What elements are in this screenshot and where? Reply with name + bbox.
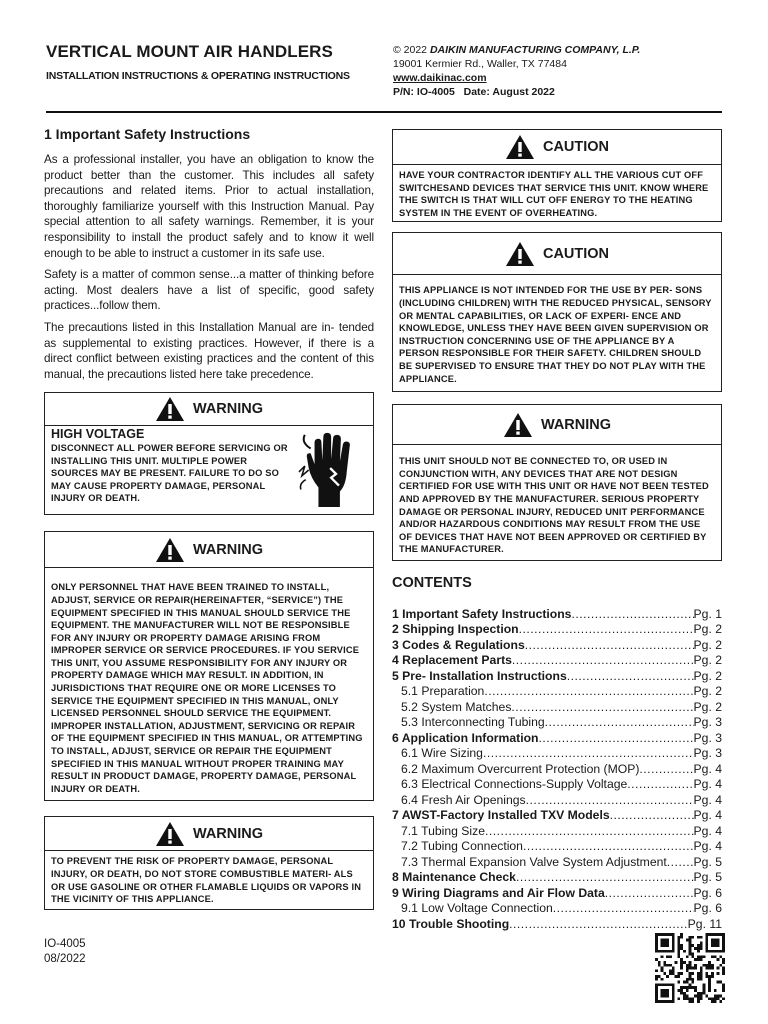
toc-entry-label: 9 Wiring Diagrams and Air Flow Data [392, 885, 605, 900]
toc-entry-page: Pg. 4 [693, 808, 722, 823]
warning-header [45, 393, 373, 426]
toc-entry-page: Pg. 2 [693, 622, 722, 637]
toc-entry[interactable] [392, 731, 722, 747]
toc-entry-label: 6.4 Fresh Air Openings [401, 792, 526, 807]
toc-leader-dots [511, 700, 693, 716]
toc-entry-page: Pg. 4 [693, 792, 722, 807]
section-title-safety: 1 Important Safety Instructions [44, 126, 251, 142]
toc-entry-label: 6.1 Wire Sizing [401, 746, 483, 761]
qr-code-icon [655, 933, 725, 1003]
toc-leader-dots [519, 622, 694, 638]
header-divider [46, 111, 722, 113]
right-column [392, 129, 722, 932]
toc-leader-dots [485, 824, 694, 840]
toc-entry-label: 5.2 System Matches [401, 699, 512, 714]
toc-entry[interactable] [392, 700, 722, 716]
toc-leader-dots [509, 917, 688, 933]
warning-box-flammable [44, 816, 374, 909]
footer-doc-code: IO-4005 [44, 938, 86, 950]
toc-entry-label: 4 Replacement Parts [392, 653, 512, 668]
toc-entry[interactable] [392, 824, 722, 840]
toc-entry-page: Pg. 5 [693, 854, 722, 869]
toc-entry[interactable] [392, 638, 722, 654]
high-voltage-title: HIGH VOLTAGE [51, 427, 145, 442]
toc-leader-dots [605, 886, 694, 902]
toc-leader-dots [667, 855, 694, 871]
publisher-info [393, 43, 640, 99]
toc-entry[interactable] [392, 839, 722, 855]
flammable-message: TO PREVENT THE RISK OF PROPERTY DAMAGE, PERSONAL INJURY, OR DEATH, DO NOT STORE COMBUSTIBLE MATERI- ALS OR USE GASOLINE OR OTHER FLAMABLE LIQUIDS OR VAPORS IN THE VICINITY OF THIS APPLIANCE. [51, 856, 362, 905]
toc-entry-page: Pg. 4 [693, 839, 722, 854]
caution-triangle-icon [505, 241, 535, 267]
toc-entry-page: Pg. 2 [693, 668, 722, 683]
copyright-prefix: © 2022 [393, 44, 430, 56]
high-voltage-text [51, 428, 297, 510]
caution-body [393, 165, 721, 221]
toc-leader-dots [523, 839, 694, 855]
toc-entry[interactable] [392, 622, 722, 638]
toc-leader-dots [553, 901, 694, 917]
toc-entry-page: Pg. 4 [693, 823, 722, 838]
toc-entry-label: 7 AWST-Factory Installed TXV Models [392, 808, 610, 823]
left-column [44, 126, 374, 922]
caution-header [393, 233, 721, 275]
toc-entry-page: Pg. 5 [693, 870, 722, 885]
warning-body [45, 851, 373, 908]
warning-box-high-voltage [44, 392, 374, 515]
caution-label: CAUTION [542, 139, 610, 155]
toc-entry-label: 8 Maintenance Check [392, 870, 516, 885]
electric-shock-hand-icon [297, 428, 367, 510]
warning-label: WARNING [192, 541, 264, 558]
part-number: P/N: IO-4005 [393, 86, 455, 98]
caution-label: CAUTION [542, 245, 610, 262]
toc-leader-dots [525, 638, 694, 654]
toc-leader-dots [512, 653, 694, 669]
warning-triangle-icon [155, 396, 185, 422]
toc-entry-label: 6.2 Maximum Overcurrent Protection (MOP) [401, 761, 640, 776]
toc-entry[interactable] [392, 715, 722, 731]
toc-entry-label: 6.3 Electrical Connections-Supply Voltage [401, 777, 628, 792]
document-header [46, 42, 350, 82]
safety-paragraph: The precautions listed in this Installation Manual are in- tended as supplemental to existing practices. However, if there is a direct conflict between existing practices and the content of this manual, the precautions listed here take precedence. [44, 320, 374, 381]
toc-entry[interactable] [392, 653, 722, 669]
warning-box-devices [392, 404, 722, 561]
toc-leader-dots [639, 762, 693, 778]
toc-entry-page: Pg. 6 [693, 901, 722, 916]
toc-entry-page: Pg. 2 [693, 653, 722, 668]
improper-installation-message: IMPROPER INSTALLATION, ADJUSTMENT, SERVICING OR REPAIR OF THE EQUIPMENT SPECIFIED IN THIS MANUAL, OR ATTEMPTING TO INSTALL, ADJUST, SERVICE OR REPAIR THE EQUIPMENT SPECIFIED IN THIS MANUAL WITHOUT PROPER TRAINING MAY RESULT IN PRODUCT DAMAGE, PROPERTY DAMAGE, PERSONAL INJURY OR DEATH. [51, 720, 363, 794]
contents-title: CONTENTS [392, 574, 472, 591]
toc-entry[interactable] [392, 870, 722, 886]
warning-body [393, 445, 721, 560]
toc-entry-page: Pg. 3 [693, 746, 722, 761]
toc-entry-label: 1 Important Safety Instructions [392, 606, 572, 621]
caution-box-children [392, 232, 722, 392]
warning-box-personnel [44, 531, 374, 801]
caution-header [393, 130, 721, 165]
personnel-message: ONLY PERSONNEL THAT HAVE BEEN TRAINED TO INSTALL, ADJUST, SERVICE OR REPAIR(HEREINAFTER, “SERVICE”) THE EQUIPMENT SPECIFIED IN THIS MANUAL SHOULD SERVICE THE EQUIPMENT. THE MANUFACTURER WILL NOT BE RESPONSIBLE FOR ANY INJURY OR PROPERTY DAMAGE ARISING FROM IMPROPER SERVICE OR SERVICE PROCEDURES. IF YOU SERVICE THIS UNIT, YOU ASSUME RESPONSIBILITY FOR ANY INJURY OR PROPERTY DAMAGE WHICH MAY RESULT. IN ADDITION, IN JURISDICTIONS THAT REQUIRE ONE OR MORE LICENSES TO SERVICE THE EQUIPMENT SPECIFIED IN THIS MANUAL, ONLY LICENSED PERSONNEL SHOULD SERVICE THE EQUIPMENT. [51, 582, 360, 719]
toc-entry-page: Pg. 6 [693, 885, 722, 900]
toc-leader-dots [571, 607, 693, 623]
caution-box-switch [392, 129, 722, 222]
warning-header [393, 405, 721, 445]
toc-entry-page: Pg. 11 [687, 916, 722, 931]
toc-entry-label: 5.1 Preparation [401, 684, 485, 699]
toc-entry[interactable] [392, 808, 722, 824]
toc-leader-dots [610, 808, 694, 824]
warning-triangle-icon [155, 537, 185, 563]
toc-entry-page: Pg. 3 [693, 730, 722, 745]
toc-entry-label: 7.2 Tubing Connection [401, 839, 523, 854]
toc-entry[interactable] [392, 746, 722, 762]
toc-entry[interactable] [392, 669, 722, 685]
toc-leader-dots [567, 669, 694, 685]
toc-entry-page: Pg. 2 [693, 684, 722, 699]
safety-paragraph: Safety is a matter of common sense...a matter of thinking before acting. Most dealers have a list of specific, good safety practices...follow them. [44, 268, 374, 313]
toc-entry-page: Pg. 2 [693, 637, 722, 652]
toc-entry-label: 10 Trouble Shooting [392, 916, 510, 931]
toc-entry-page: Pg. 3 [693, 715, 722, 730]
document-title: VERTICAL MOUNT AIR HANDLERS [46, 42, 333, 61]
toc-entry-page: Pg. 1 [693, 606, 722, 621]
toc-entry-page: Pg. 4 [693, 761, 722, 776]
toc-leader-dots [516, 870, 694, 886]
toc-entry[interactable] [392, 855, 722, 871]
toc-entry-label: 7.3 Thermal Expansion Valve System Adjustment [401, 854, 667, 869]
high-voltage-content [51, 428, 367, 510]
toc-leader-dots [627, 777, 693, 793]
devices-message: THIS UNIT SHOULD NOT BE CONNECTED TO, OR USED IN CONJUNCTION WITH, ANY DEVICES THAT ARE NOT DESIGN CERTIFIED FOR USE WITH THIS UNIT OR HAVE NOT BEEN TESTED AND APPROVED BY THE MANUFACTURER. SERIOUS PROPERTY DAMAGE OR PERSONAL INJURY, REDUCED UNIT PERFORMANCE AND/OR HAZARDOUS CONDITIONS MAY RESULT FROM THE USE OF DEVICES THAT HAVE NOT BEEN APPROVED OR CERTIFIED BY THE MANUFACTURER. [399, 456, 709, 555]
toc-entry-label: 3 Codes & Regulations [392, 637, 525, 652]
toc-entry-page: Pg. 2 [693, 699, 722, 714]
caution-body [393, 275, 721, 391]
warning-body [45, 426, 373, 514]
toc-entry[interactable] [392, 917, 722, 933]
switch-message: HAVE YOUR CONTRACTOR IDENTIFY ALL THE VARIOUS CUT OFF SWITCHESAND DEVICES THAT SERVICE THIS UNIT. KNOW WHERE THE SWITCH IS THAT WILL CUT OFF ENERGY TO THE HEATING SYSTEM IN THE EVENT OF OVERHEATING. [399, 170, 709, 218]
toc-entry[interactable] [392, 762, 722, 778]
toc-leader-dots [538, 731, 693, 747]
toc-entry-label: 6 Application Information [392, 730, 539, 745]
part-number-line [393, 85, 640, 99]
company-address: 19001 Kermier Rd., Waller, TX 77484 [393, 58, 567, 70]
warning-header [45, 532, 373, 568]
warning-label: WARNING [540, 416, 612, 433]
toc-leader-dots [545, 715, 694, 731]
toc-entry[interactable] [392, 607, 722, 623]
warning-header [45, 817, 373, 851]
document-footer [44, 937, 86, 967]
warning-triangle-icon [155, 821, 185, 847]
document-date: Date: August 2022 [463, 86, 555, 98]
safety-paragraph: As a professional installer, you have an obligation to know the product better than the customer. This includes all safety precautions and related items. Prior to actual installation, thoroughly familiarize yourself with this Instruction Manual. Pay special attention to all safety warnings. Remember, it is your responsibility to install the product safely and to know it well enough to be able to instruct a customer in its safe use. [44, 153, 374, 260]
toc-entry[interactable] [392, 886, 722, 902]
warning-triangle-icon [503, 412, 533, 438]
document-subtitle: INSTALLATION INSTRUCTIONS & OPERATING INSTRUCTIONS [46, 70, 350, 82]
website-link[interactable]: www.daikinac.com [393, 72, 487, 84]
toc-entry[interactable] [392, 901, 722, 917]
caution-triangle-icon [505, 134, 535, 160]
toc-entry[interactable] [392, 793, 722, 809]
toc-entry-label: 7.1 Tubing Size [401, 823, 486, 838]
children-message: THIS APPLIANCE IS NOT INTENDED FOR THE USE BY PER- SONS (INCLUDING CHILDREN) WITH THE REDUCED PHYSICAL, SENSORY OR MENTAL CAPABILITIES, OR LACK OF EXPERI- ENCE AND KNOWLEDGE, UNLESS THEY HAVE BEEN GIVEN SUPERVISION OR INSTRUCTION CONCERNING USE OF THE APPLIANCE BY A PERSON RESPONSIBLE FOR THEIR SAFETY. CHILDREN SHOULD BE SUPERVISED TO ENSURE THAT THEY DO NOT PLAY WITH THE APPLIANCE. [399, 285, 712, 384]
high-voltage-message: DISCONNECT ALL POWER BEFORE SERVICING OR INSTALLING THIS UNIT. MULTIPLE POWER SOURCES MAY BE PRESENT. FAILURE TO DO SO MAY CAUSE PROPERTY DAMAGE, PERSONAL INJURY OR DEATH. [51, 442, 288, 504]
warning-body [45, 568, 373, 800]
footer-doc-date: 08/2022 [44, 953, 86, 965]
toc-leader-dots [483, 746, 694, 762]
copyright-line [393, 43, 640, 57]
toc-entry-label: 2 Shipping Inspection [392, 622, 519, 637]
toc-entry-page: Pg. 4 [693, 777, 722, 792]
company-name: DAIKIN MANUFACTURING COMPANY, L.P. [429, 44, 641, 56]
toc-entry-label: 5.3 Interconnecting Tubing [401, 715, 545, 730]
toc-entry-label: 9.1 Low Voltage Connection [401, 901, 553, 916]
toc-entry[interactable] [392, 684, 722, 700]
toc-leader-dots [484, 684, 693, 700]
warning-label: WARNING [192, 825, 264, 842]
warning-label: WARNING [192, 401, 264, 418]
table-of-contents [392, 607, 722, 933]
toc-leader-dots [526, 793, 694, 809]
toc-entry-label: 5 Pre- Installation Instructions [392, 668, 567, 683]
toc-entry[interactable] [392, 777, 722, 793]
